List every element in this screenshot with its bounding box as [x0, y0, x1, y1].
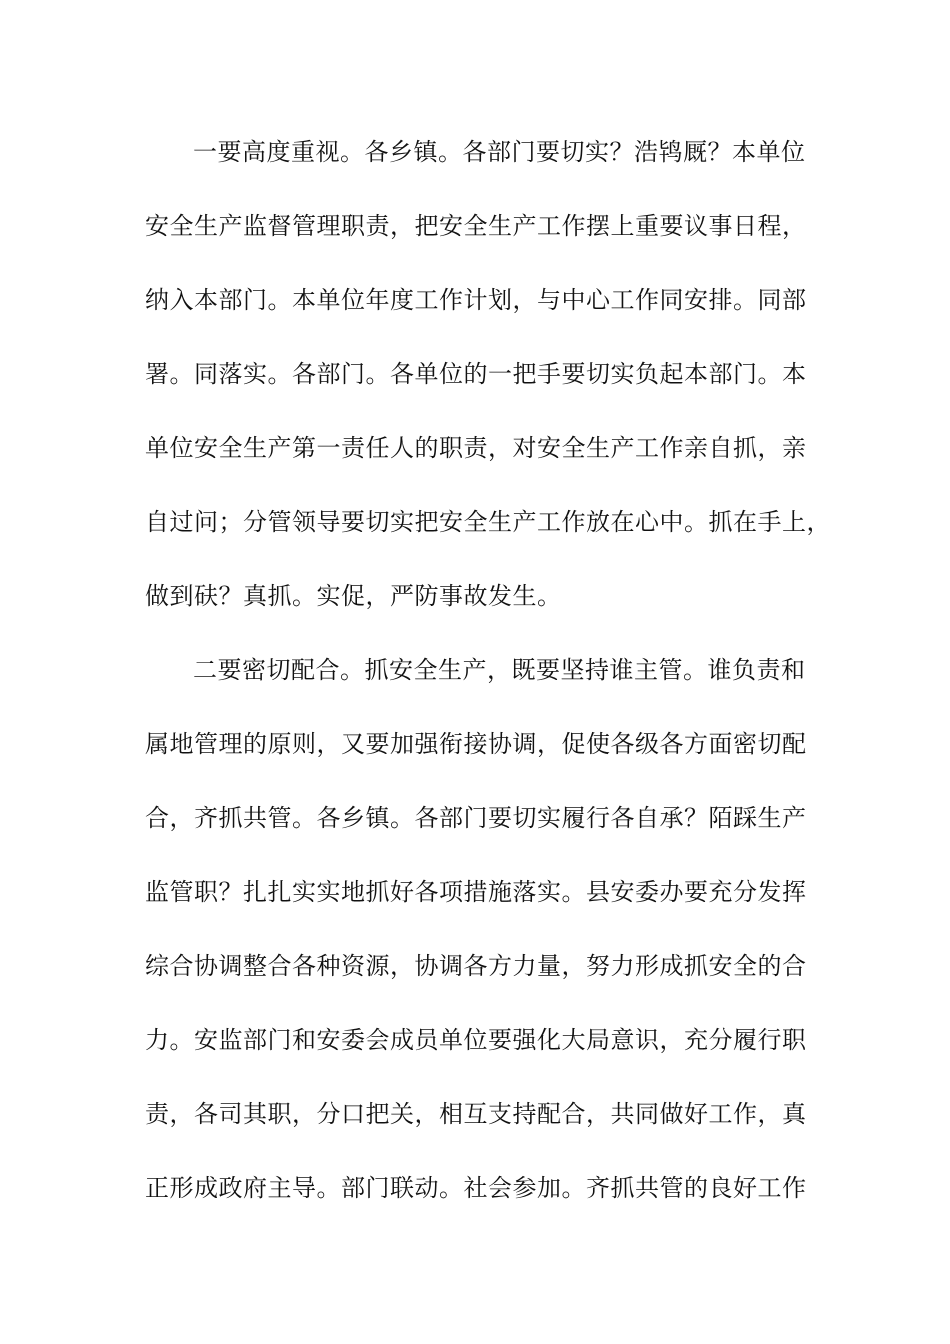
paragraph-2-line-4: 监管职？扎扎实实地抓好各项措施落实。县安委办要充分发挥: [145, 878, 807, 906]
paragraph-2-line-3: 合，齐抓共管。各乡镇。各部门要切实履行各自承？陌踩生产: [145, 804, 807, 832]
paragraph-2-line-1: 二要密切配合。抓安全生产，既要坚持谁主管。谁负责和: [193, 656, 806, 684]
paragraph-2-line-2: 属地管理的原则，又要加强衔接协调，促使各级各方面密切配: [145, 730, 807, 758]
paragraph-1-line-2: 安全生产监督管理职责，把安全生产工作摆上重要议事日程，: [145, 212, 807, 240]
paragraph-1-line-6: 自过问；分管领导要切实把安全生产工作放在心中。抓在手上，: [145, 508, 831, 536]
paragraph-1-line-7: 做到砆？真抓。实促，严防事故发生。: [145, 582, 562, 610]
paragraph-1-line-5: 单位安全生产第一责任人的职责，对安全生产工作亲自抓，亲: [145, 434, 807, 462]
paragraph-2-line-7: 责，各司其职，分口把关，相互支持配合，共同做好工作，真: [145, 1100, 807, 1128]
paragraph-1-line-1: 一要高度重视。各乡镇。各部门要切实？浩鸨厩？本单位: [193, 138, 806, 166]
paragraph-1-line-3: 纳入本部门。本单位年度工作计划，与中心工作同安排。同部: [145, 286, 807, 314]
paragraph-1-line-4: 署。同落实。各部门。各单位的一把手要切实负起本部门。本: [145, 360, 807, 388]
paragraph-2-line-6: 力。安监部门和安委会成员单位要强化大局意识，充分履行职: [145, 1026, 807, 1054]
paragraph-2-line-5: 综合协调整合各种资源，协调各方力量，努力形成抓安全的合: [145, 952, 807, 980]
paragraph-2-line-8: 正形成政府主导。部门联动。社会参加。齐抓共管的良好工作: [145, 1174, 807, 1202]
